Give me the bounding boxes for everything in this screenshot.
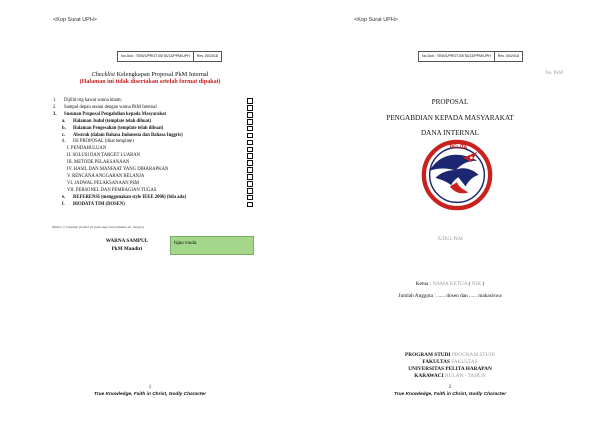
checklist-item-text: III. METODE PELAKSANAAN (67, 160, 130, 166)
checklist-item-number: 3. (53, 111, 57, 117)
checklist-item-text: I. PENDAHULUAN (67, 146, 107, 152)
checklist-item-content (53, 195, 186, 200)
checklist-item-content (53, 181, 139, 186)
template-note: Mohon ┬ template (model ini pasti lagi menyediakan ah, margin) (52, 225, 144, 229)
checklist-item-text: Dijilid rng kawat warna hitam; (64, 98, 122, 103)
checklist-item-content (53, 119, 151, 124)
checklist-item-text: IV. HASIL DAN MANFAAT YANG DIHARAPKAN (67, 167, 169, 172)
fakultas-line (300, 359, 600, 366)
checklist-item-content (53, 139, 134, 144)
checklist-subtitle: (Halaman ini tidak disertakan setelah format dipakai) (79, 79, 221, 85)
page-number: 1 (148, 385, 152, 390)
checklist-item-text: VII. PERSONEL DAN PEMBAGIAN TUGAS (67, 187, 157, 193)
fakultas-placeholder: FAKULTAS (451, 359, 478, 365)
city-label: KARAWACI (414, 373, 446, 379)
university-name: UNIVERSITAS PELITA HARAPAN (408, 366, 492, 372)
checklist-item-text: V. RENCANA ANGGARAN BELANJA (67, 173, 145, 179)
checklist-item-content (53, 188, 156, 193)
proposal-title: PROPOSAL (431, 98, 469, 106)
document-number: No.Dok : TEM/1/PROT.05/TA/13/PPM/UPH (422, 54, 491, 58)
ketua-name-placeholder: NAMA KETUA (432, 281, 468, 287)
page-2 (300, 0, 600, 424)
checklist-item-text: BIODATA TIM (DOSEN) (73, 201, 125, 207)
month-year-placeholder: BULAN - TAHUN (445, 373, 486, 379)
checklist-item-content (53, 112, 166, 117)
checklist-item-content (53, 98, 122, 103)
checklist-item-number: b. (62, 125, 66, 131)
checklist-item-content (53, 105, 157, 110)
checklist-item-number: a. (62, 118, 66, 124)
page-number: 2 (448, 385, 452, 390)
warna-sampul-label (100, 237, 154, 253)
city-date-line (300, 373, 600, 380)
checklist-item-content (53, 126, 163, 131)
document-number: No.Dok : TEM/1/PROT.05/TA/13/PPM/UPH (121, 54, 190, 58)
checklist-item-text: VI. JADWAL PELAKSANAAN PkM (67, 180, 139, 186)
checklist-item (53, 201, 253, 208)
checklist-item-number: c. (62, 132, 66, 138)
ketua-line (300, 281, 600, 287)
checklist-item-text: Susunan Proposal Pengabdian kepada Masyarakat (64, 111, 167, 117)
program-studi-placeholder: PROGRAM STUDI (451, 352, 495, 358)
ketua-nik-open: ( (467, 281, 472, 287)
revision-number: Rev. 00/2018 (193, 52, 221, 61)
checklist-item-text: Halaman Pengesahan (template telah dibuat) (73, 125, 164, 131)
jumlah-anggota-line: Jumlah Anggota : ...... dosen dan ...... mahasiswa (398, 293, 502, 299)
warna-sampul-value: hijau muda (170, 236, 254, 255)
document-number-box (117, 51, 222, 62)
checklist-item-content (53, 174, 144, 179)
warna-sampul-label-2: PkM Mandiri (111, 246, 143, 252)
program-studi-label: PROGRAM STUDI (405, 352, 452, 358)
kop-surat-placeholder: <Kop Surat UPH> (53, 17, 98, 23)
document-number-box (418, 51, 523, 62)
footer-motto: True Knowledge, Faith in Christ, Godly Character (93, 392, 207, 397)
checklist-item-text: Halaman Judul (template telah dibuat) (73, 118, 152, 124)
ketua-label: Ketua : (415, 281, 433, 287)
checklist-item-number: e. (62, 194, 66, 200)
warna-sampul-label-1: WARNA SAMPUL (105, 238, 149, 244)
checklist-item-content (53, 146, 106, 151)
checkbox[interactable] (247, 202, 253, 208)
checklist-item-text: II. SOLUSI DAN TARGET LUARAN (67, 153, 141, 159)
ketua-nik-close: ) (481, 281, 485, 287)
checklist-item-text: Sampul depan sesuai dengan warna PkM Internal (64, 104, 157, 110)
checklist-item-content (53, 133, 183, 138)
checklist-item-number: d. (62, 139, 66, 145)
checklist-item-content (53, 160, 129, 165)
checklist-title (0, 71, 300, 78)
checklist-item-number: 2. (53, 104, 57, 110)
checklist-item-content (53, 153, 140, 158)
checklist-item-text: REFERENSI (menggunakan style IEEE 2006) (bila ada) (73, 194, 187, 200)
pengabdian-title: PENGABDIAN KEPADA MASYARAKAT (386, 114, 514, 122)
judul-pkm-placeholder: JUDUL PkM (437, 237, 463, 242)
checklist-item-text: Abstrak (dalam Bahasa Indonesia dan Bahasa Inggris) (73, 132, 183, 138)
revision-number: Rev. 00/2018 (494, 52, 522, 61)
ketua-nik-placeholder: NIK (471, 281, 482, 287)
footer-motto: True Knowledge, Faith in Christ, Godly Character (393, 392, 507, 397)
program-studi-line (300, 352, 600, 359)
checklist-item-content (53, 167, 168, 172)
uph-eagle-logo-icon (420, 139, 494, 211)
logo-text: PELITA (449, 144, 468, 151)
checklist-title-italic: Checklist (91, 71, 116, 78)
no-pkm-placeholder: No. PkM (545, 71, 563, 76)
fakultas-label: FAKULTAS (422, 359, 452, 365)
checklist-item-content (53, 202, 125, 207)
checklist-title-rest: Kelengkapan Proposal PkM Internal (116, 71, 209, 78)
dana-internal-title: DANA INTERNAL (420, 129, 480, 137)
checklist-item-number: 1. (53, 98, 57, 103)
checklist-item-text: ISI PROPOSAL (lihat template) (73, 139, 134, 145)
checklist-item-number: f. (62, 201, 65, 207)
kop-surat-placeholder: <Kop Surat UPH> (354, 17, 399, 23)
